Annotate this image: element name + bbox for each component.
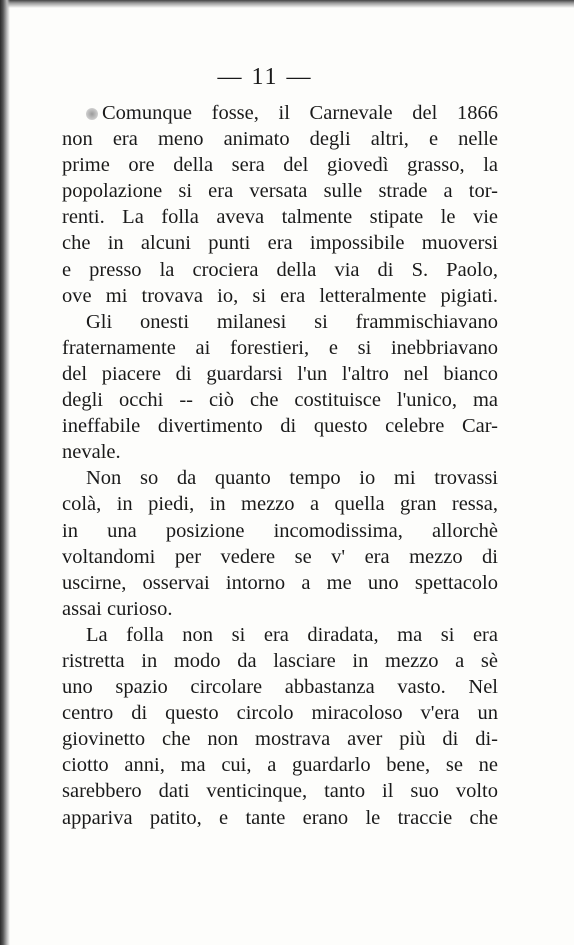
text-line: voltandomi per vedere se v' era mezzo di [62,545,498,568]
text-line: ove mi trovava io, si era letteralmente pigiati. [62,284,498,307]
text-line: giovinetto che non mostrava aver più di di- [62,728,498,751]
text-line: non era meno animato degli altri, e nelle [62,128,498,151]
text-line: renti. La folla aveva talmente stipate le vie [62,206,498,229]
text-line: e presso la crociera della via di S. Paolo, [62,258,498,281]
text-line: Comunque fosse, il Carnevale del 1866 [62,100,498,126]
text-line: sarebbero dati venticinque, tanto il suo volto [62,780,498,803]
text-line: ciotto anni, ma cui, a guardarlo bene, se ne [62,754,498,777]
text-line: che in alcuni punti era impossibile muoversi [62,232,498,255]
page-number: — 11 — [217,64,313,90]
ink-spot-icon [86,108,98,120]
text-line: appariva patito, e tante erano le traccie che [62,806,498,829]
text-line: in una posizione incomodissima, allorchè [62,519,498,542]
page-edge-top [0,0,574,8]
page-edge-left [0,0,10,945]
text-line: fraternamente ai forestieri, e si inebbriavano [62,336,498,359]
text-line: Gli onesti milanesi si frammischiavano [86,310,498,333]
text-line: ineffabile divertimento di questo celebre Car- [62,415,498,438]
text-line: La folla non si era diradata, ma si era [86,623,498,646]
text-line: centro di questo circolo miracoloso v'era un [62,702,498,725]
text-line: degli occhi -- ciò che costituisce l'unico, ma [62,389,498,412]
text-line: uscirne, osservai intorno a me uno spettacolo [62,571,498,594]
text-line: assai curioso. [62,597,173,620]
text-line: uno spazio circolare abbastanza vasto. Nel [62,676,498,699]
text-line: ristretta in modo da lasciare in mezzo a sè [62,649,498,672]
text-line: prime ore della sera del giovedì grasso, la [62,154,498,177]
text-line: del piacere di guardarsi l'un l'altro nel bianco [62,362,498,385]
text-line: nevale. [62,441,121,464]
text-line: colà, in piedi, in mezzo a quella gran ressa, [62,493,498,516]
text-line: Non so da quanto tempo io mi trovassi [86,467,498,490]
text-line: popolazione si era versata sulle strade a tor- [62,180,498,203]
body-text [62,100,498,831]
